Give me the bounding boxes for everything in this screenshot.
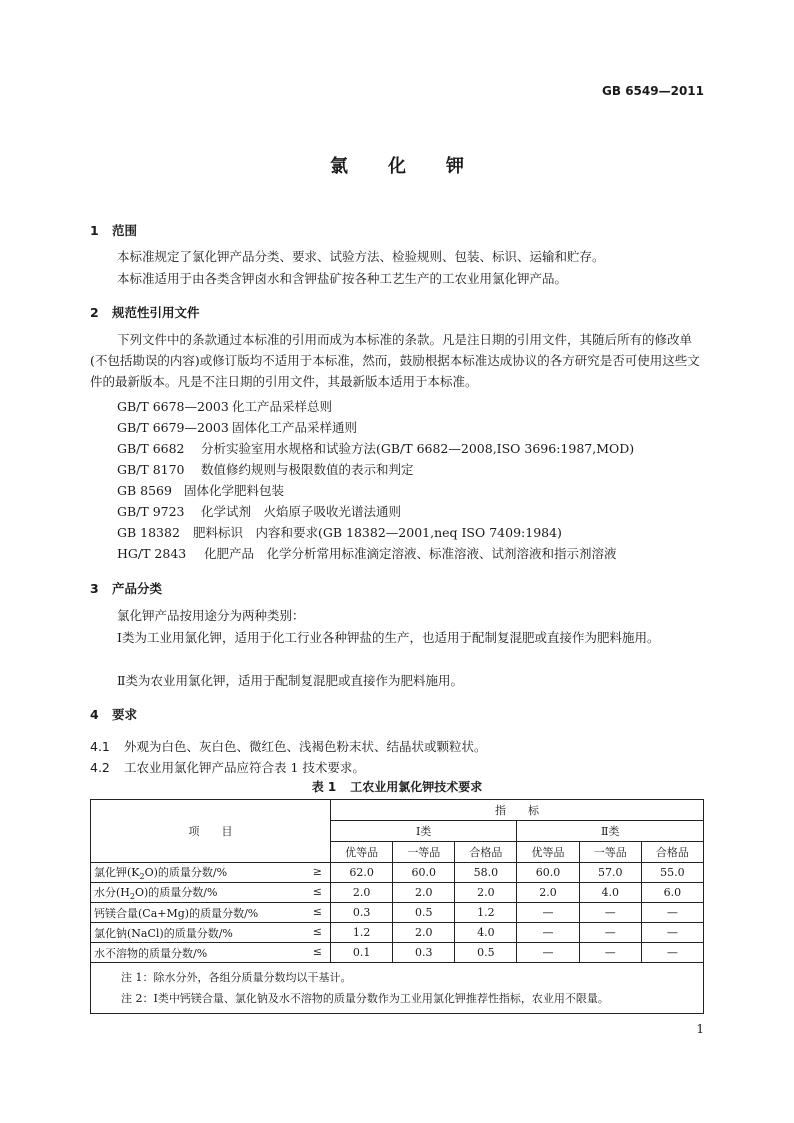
clause-text: 工农业用氯化钾产品应符合表 1 技术要求。	[124, 760, 365, 775]
table-cell: 6.0	[641, 883, 703, 903]
comparison-symbol: ≤	[312, 925, 322, 938]
table-cell: —	[517, 923, 579, 943]
clause-number: 4.1	[90, 739, 110, 754]
item-name-suffix: O)的质量分数/%	[134, 885, 218, 899]
reference-title: 固体化学肥料包装	[184, 483, 285, 498]
item-name: 水分(H	[94, 885, 130, 899]
reference-code: GB/T 6679—2003	[117, 420, 229, 435]
requirements-table	[90, 799, 704, 1014]
section-4-heading	[90, 705, 137, 723]
clause-text: 外观为白色、灰白色、微红色、浅褐色粉末状、结晶状或颗粒状。	[124, 739, 487, 754]
table-cell: 2.0	[393, 883, 455, 903]
reference-title: 固体化工产品采样通则	[232, 420, 358, 435]
reference-item	[117, 397, 332, 415]
row-item	[91, 883, 331, 903]
table-note: 注 2：Ⅰ类中钙镁合量、氯化钠及水不溶物的质量分数作为工业用氯化钾推荐性指标，农业用不限量。	[121, 992, 609, 1005]
table-row	[91, 923, 704, 943]
item-name: 钙镁合量(Ca+Mg)的质量分数/%	[94, 906, 259, 920]
item-name: 氯化钾(K	[94, 865, 140, 879]
row-item	[91, 903, 331, 923]
table-cell: 62.0	[331, 863, 393, 883]
reference-title: 数值修约规则与极限数值的表示和判定	[201, 462, 414, 477]
reference-item	[117, 418, 357, 436]
item-column-header: 项 目	[91, 800, 331, 863]
table-header-row	[91, 800, 704, 821]
table-notes-row	[91, 963, 704, 1014]
classification-intro: 氯化钾产品按用途分为两种类别：	[117, 608, 305, 623]
table-cell: —	[641, 923, 703, 943]
references-intro: 下列文件中的条款通过本标准的引用而成为本标准的条款。凡是注日期的引用文件，其随后所有的修改单(不包括勘误的内容)或修订版均不适用于本标准，然而，鼓励根据本标准达成协议的各方研究是否可使用这些文件的最新版本。凡是不注日期的引用文件，其最新版本适用于本标准。	[90, 332, 700, 389]
section-2-heading	[90, 303, 200, 321]
table-cell: 0.3	[331, 903, 393, 923]
page-title: 氯化钾	[330, 156, 504, 177]
grade-header: 一等品	[393, 842, 455, 863]
reference-item	[117, 502, 401, 520]
grade-header: 合格品	[641, 842, 703, 863]
table-cell: 0.5	[393, 903, 455, 923]
item-subscript: 2	[139, 872, 145, 882]
section-3-heading	[90, 579, 162, 597]
clause-number: 4.2	[90, 760, 110, 775]
reference-code: GB/T 6678—2003	[117, 399, 229, 414]
item-name: 水不溶物的质量分数/%	[94, 946, 208, 960]
section-title: 规范性引用文件	[112, 305, 200, 320]
reference-title: 分析实验室用水规格和试验方法(GB/T 6682—2008,ISO 3696:1987,MOD)	[201, 441, 635, 456]
table-cell: 55.0	[641, 863, 703, 883]
table-cell: 2.0	[455, 883, 517, 903]
table-cell: 1.2	[331, 923, 393, 943]
reference-item	[117, 460, 414, 478]
page-number: 1	[696, 1022, 704, 1036]
grade-header: 优等品	[517, 842, 579, 863]
table-cell: —	[517, 943, 579, 963]
section-number: 4	[90, 707, 99, 722]
table-cell: 0.5	[455, 943, 517, 963]
reference-item	[117, 523, 562, 541]
section-number: 1	[90, 223, 99, 238]
clause-4-1	[90, 737, 487, 755]
table-cell: 4.0	[455, 923, 517, 943]
item-name: 氯化钠(NaCl)的质量分数/%	[94, 926, 233, 940]
table-cell: —	[579, 943, 641, 963]
table-row	[91, 903, 704, 923]
row-item	[91, 923, 331, 943]
section-title: 范围	[112, 223, 138, 238]
reference-item	[117, 544, 617, 562]
table-caption	[0, 778, 794, 795]
class-2-description: Ⅱ类为农业用氯化钾，适用于配制复混肥或直接作为肥料施用。	[117, 673, 463, 688]
reference-code: GB/T 6682	[117, 441, 185, 456]
table-cell: 60.0	[517, 863, 579, 883]
reference-title: 化工产品采样总则	[232, 399, 333, 414]
table-row	[91, 883, 704, 903]
class-1-description: Ⅰ类为工业用氯化钾，适用于化工行业各种钾盐的生产，也适用于配制复混肥或直接作为肥料施用。	[117, 630, 660, 645]
reference-title: 化肥产品 化学分析常用标准滴定溶液、标准溶液、试剂溶液和指示剂溶液	[204, 546, 617, 561]
reference-code: GB 8569	[117, 483, 172, 498]
table-cell: 60.0	[393, 863, 455, 883]
table-row	[91, 943, 704, 963]
table-number: 表 1	[311, 780, 337, 794]
section-number: 3	[90, 581, 99, 596]
table-cell: —	[517, 903, 579, 923]
class-1-header: Ⅰ类	[331, 821, 517, 842]
table-cell: 4.0	[579, 883, 641, 903]
reference-item	[117, 481, 284, 499]
index-column-header: 指 标	[331, 800, 704, 821]
row-item	[91, 863, 331, 883]
clause-4-2	[90, 758, 365, 776]
table-cell: 57.0	[579, 863, 641, 883]
grade-header: 合格品	[455, 842, 517, 863]
table-cell: 0.3	[393, 943, 455, 963]
scope-paragraph-2: 本标准适用于由各类含钾卤水和含钾盐矿按各种工艺生产的工农业用氯化钾产品。	[117, 271, 568, 286]
reference-title: 化学试剂 火焰原子吸收光谱法通则	[201, 504, 402, 519]
table-cell: 2.0	[393, 923, 455, 943]
comparison-symbol: ≤	[312, 905, 322, 918]
comparison-symbol: ≤	[312, 885, 322, 898]
reference-code: HG/T 2843	[117, 546, 187, 561]
table-row	[91, 863, 704, 883]
table-note: 注 1：除水分外，各组分质量分数均以干基计。	[121, 971, 352, 984]
section-number: 2	[90, 305, 99, 320]
comparison-symbol: ≥	[312, 865, 322, 878]
table-cell: 58.0	[455, 863, 517, 883]
table-title: 工农业用氯化钾技术要求	[350, 780, 483, 794]
table-cell: —	[641, 903, 703, 923]
item-name-suffix: O)的质量分数/%	[144, 865, 228, 879]
standard-number: GB 6549—2011	[602, 84, 704, 98]
table-cell: 0.1	[331, 943, 393, 963]
section-title: 产品分类	[112, 581, 163, 596]
table-cell: —	[579, 923, 641, 943]
section-1-heading	[90, 221, 137, 239]
grade-header: 优等品	[331, 842, 393, 863]
reference-code: GB/T 8170	[117, 462, 185, 477]
reference-item	[117, 439, 634, 457]
table-cell: 2.0	[331, 883, 393, 903]
grade-header: 一等品	[579, 842, 641, 863]
section-title: 要求	[112, 707, 138, 722]
table-notes	[91, 963, 704, 1014]
scope-paragraph-1: 本标准规定了氯化钾产品分类、要求、试验方法、检验规则、包装、标识、运输和贮存。	[117, 249, 605, 264]
table-cell: 1.2	[455, 903, 517, 923]
class-2-header: Ⅱ类	[517, 821, 704, 842]
table-cell: —	[641, 943, 703, 963]
reference-code: GB/T 9723	[117, 504, 185, 519]
reference-code: GB 18382	[117, 525, 180, 540]
reference-title: 肥料标识 内容和要求(GB 18382—2001,neq ISO 7409:1984)	[193, 525, 562, 540]
comparison-symbol: ≤	[312, 945, 322, 958]
table-cell: —	[579, 903, 641, 923]
table-cell: 2.0	[517, 883, 579, 903]
row-item	[91, 943, 331, 963]
item-subscript: 2	[129, 892, 135, 902]
